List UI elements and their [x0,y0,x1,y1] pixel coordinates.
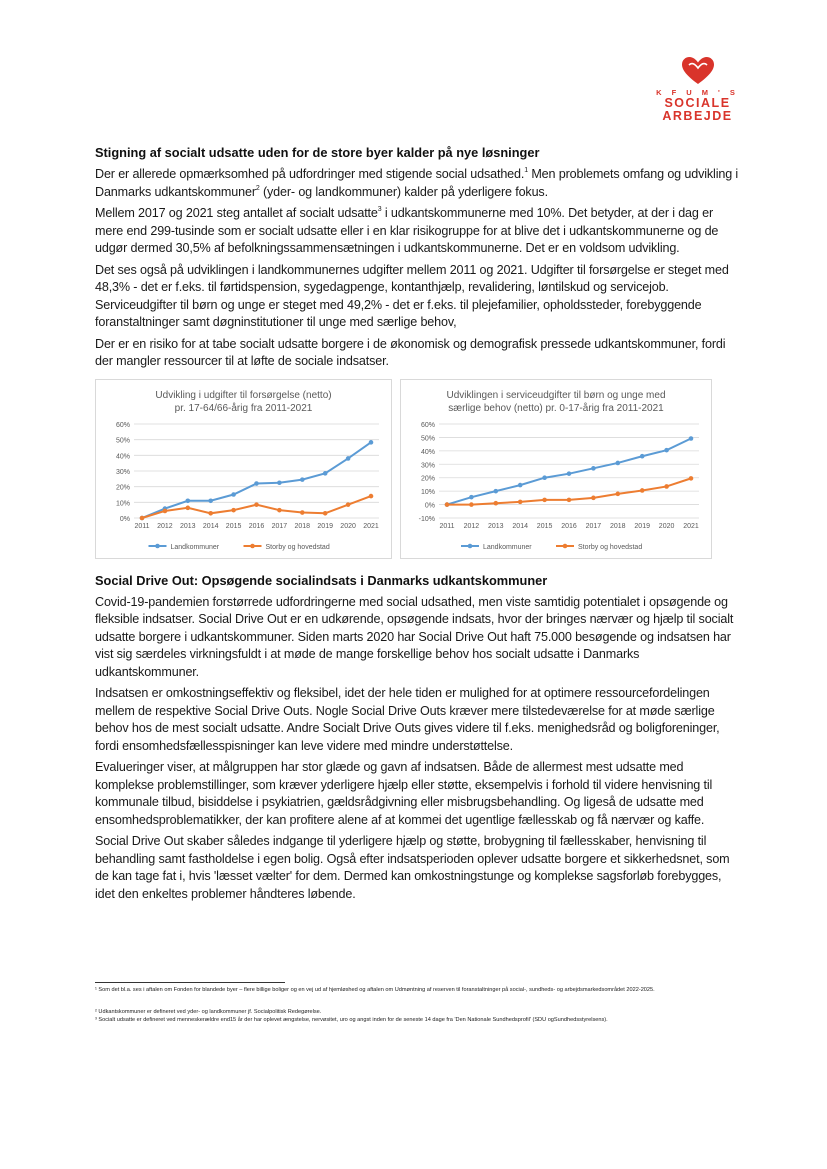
x-tick-label: 2018 [610,522,626,530]
logo-top-text: K F U M ' S [656,88,739,97]
data-point [518,499,523,504]
document-body [95,145,740,907]
y-tick-label: 30% [420,461,435,469]
section1-paragraph-4: Der er en risiko for at tabe socialt udsatte borgere i de økonomisk og demografisk pressede udkantskommuner, fordi der mangler ressourcer til at løfte de sociale indsatser. [95,336,726,368]
section2-heading: Social Drive Out: Opsøgende socialindsats i Danmarks udkantskommuner [95,572,548,588]
footnote-ref-3: 3 [377,206,382,213]
legend-marker [250,543,255,548]
section2-paragraph-4: Social Drive Out skaber således indgange til yderligere hjælp og støtte, brobygning til fællesskaber, henvisning til behandling samt fastholdelse i egen bolig. Også efter indsatsperioden oplever udsatte borgere et sikkerhedsnet, som de kan tage fat i, hvis 'læsset vælter' for dem. Dermed kan omkostningstunge og komplekse sagsforløb forebygges, idet den enkeltes problemer håndteres løbende. [95,834,730,901]
data-point [254,481,259,486]
legend-label: Storby og hovedstad [578,543,643,551]
data-point [323,511,328,516]
data-point [208,498,213,503]
section1-paragraph-3: Det ses også på udviklingen i landkommunernes udgifter mellem 2011 og 2021. Udgifter til forsørgelse er steget med 48,3% - det er f.eks. til førtidspension, sygedagpenge, kontanthjælp, revalidering, løntilskud og servicejob. Serviceudgifter til børn og unge er steget med 49,2% - det er f.eks. til plejefamilier, opholdssteder, forebyggende foranstaltninger samt døgninstitutioner til unge med særlige behov, [95,262,729,329]
y-tick-label: 0% [119,515,130,523]
data-point [254,502,259,507]
legend-marker [563,543,568,548]
section1-paragraph-2: Mellem 2017 og 2021 steg antallet af socialt udsatte$^3$ i udkantskommunerne med 10%. Det betyder, at der i dag er mere end 299-tusinde som er socialt udsatte eller i en klar risikogruppe for at blive det i udkantskommunerne og de udgør dermed 30,5% af befolkningssammensætningen i udkantskommunerne. Det er en voldsom udvikling. [95,206,719,255]
x-tick-label: 2021 [363,522,379,530]
data-point [231,507,236,512]
section2-paragraph-2: Indsatsen er omkostningseffektiv og fleksibel, idet der hele tiden er mulighed for at optimere ressourcefordelingen mellem de respektive Social Drive Outs. Nogle Social Drive Outs kræver mere tilstedeværelse for at møde særlige behov hos de mest socialt udsatte. Andre Socialt Drive Outs gives videre til f.eks. menighedsråd og boligforeninger, fordi ensomhedsfællesspisninger kan leve videre med mindre understøttelse. [95,686,720,753]
legend-marker [155,543,160,548]
x-tick-label: 2020 [340,522,356,530]
section2-paragraph-1: Covid-19-pandemien forstørrede udfordringerne med social udsathed, men viste samtidig potentialet i opsøgende og fleksible indsatser. Social Drive Out er en udkørende, opsøgende indsats, hvor der bringes nærvær og hjælp til socialt udsatte borgere i udkantskommuner. Siden marts 2020 har Social Drive Out haft 75.000 besøgende og indsatsen har vist sig særdeles virkningsfuldt i at møde de mange forskellige behov hos socialt udsatte i Danmarks udkantskommuner. [95,594,734,679]
data-point [616,460,621,465]
data-point [346,502,351,507]
charts-row [95,379,740,559]
data-point [542,475,547,480]
section1-paragraph-1: Der er allerede opmærksomhed på udfordringer med stigende social udsathed.$^1$ Men problemets omfang og udvikling i Danmarks udkantskommuner$^2$ (yder- og landkommuner) kalder på yderligere fokus. [95,167,739,199]
data-point [231,492,236,497]
data-point [277,480,282,485]
data-point [140,515,145,520]
x-tick-label: 2019 [317,522,333,530]
section2-paragraph-3: Evalueringer viser, at målgruppen har stor glæde og gavn af indsatsen. Både de allermest mest udsatte med komplekse problemstillinger, som kræver yderligere hjælp eller støtte, eksempelvis i forhold til videre henvisning til kommunale tilbud, bisiddelse i psykiatrien, gældsrådgivning eller misbrugsbehandling. Og ligeså de udsatte med ensomhedsproblematikker, der kan profitere alene af at kommei det ugentlige fællesskab og få nærvær og kaffe. [95,760,713,827]
data-point [186,498,191,503]
x-tick-label: 2016 [248,522,265,530]
y-tick-label: 40% [420,448,435,456]
footnote-ref-2: 2 [255,184,260,192]
x-tick-label: 2017 [585,522,602,530]
data-point [346,456,351,461]
data-point [469,494,474,499]
footnote-1: ¹ Som det bl.a. ses i aftalen om Fonden for blandede byer – flere billige boliger og en vej ud af hjemløshed og aftalen om Udmøntning af reserven til foranstaltninger på social-, sundheds- og arbejdsmarkedsområdet 2022-2025. [95,987,655,993]
data-point [616,491,621,496]
data-point [300,510,305,515]
x-tick-label: 2020 [658,522,675,530]
legend-label: Landkommuner [170,543,220,551]
y-tick-label: 50% [115,437,130,445]
data-point [208,511,213,516]
x-tick-label: 2013 [488,522,504,530]
y-tick-label: 40% [115,452,130,460]
footnote-divider [95,982,285,983]
footnote-2: ² Udkantskommuner er defineret ved yder- og landkommuner jf. Socialpolitisk Redegørelse. [95,1009,322,1015]
legend-label: Storby og hovedstad [265,543,330,551]
x-tick-label: 2012 [463,522,480,530]
x-tick-label: 2011 [439,522,455,530]
y-tick-label: 60% [115,421,130,429]
data-point [369,493,374,498]
legend-label: Landkommuner [483,543,532,551]
data-point [567,471,572,476]
chart-serviceudgifter [400,379,712,559]
data-point [186,505,191,510]
series-line [142,496,371,518]
data-point [591,466,596,471]
data-point [689,476,694,481]
x-tick-label: 2017 [271,522,288,530]
line-chart [96,380,391,558]
chart-title-line: særlige behov (netto) pr. 0-17-årig fra 2011-2021 [448,402,664,414]
footnote-ref-1: 1 [524,167,528,174]
x-tick-label: 2012 [157,522,173,530]
x-tick-label: 2014 [512,522,528,530]
data-point [518,482,523,487]
chart-title-line: Udvikling i udgifter til forsørgelse (netto) [155,389,332,401]
x-tick-label: 2014 [202,522,219,530]
y-tick-label: 0% [424,502,435,510]
chart-title-line: pr. 17-64/66-årig fra 2011-2021 [174,402,313,414]
line-chart [401,380,711,558]
x-tick-label: 2011 [134,522,150,530]
data-point [323,471,328,476]
chart-title-line: Udviklingen i serviceudgifter til børn og unge med [446,389,666,401]
data-point [664,484,669,489]
data-point [664,447,669,452]
y-tick-label: 10% [420,488,435,496]
data-point [640,453,645,458]
y-tick-label: 20% [420,475,435,483]
x-tick-label: 2015 [536,522,553,530]
x-tick-label: 2016 [561,522,577,530]
y-tick-label: 20% [115,484,130,492]
legend-marker [468,543,473,548]
y-tick-label: 10% [115,499,130,507]
y-tick-label: 60% [420,421,435,429]
y-tick-label: 30% [115,468,130,476]
data-point [494,488,499,493]
data-point [445,502,450,507]
x-tick-label: 2021 [683,522,699,530]
data-point [591,495,596,500]
logo-middle-text: SOCIALE [664,96,731,110]
data-point [689,436,694,441]
data-point [640,488,645,493]
data-point [542,497,547,502]
x-tick-label: 2018 [294,522,311,530]
section1-heading: Stigning af socialt udsatte uden for de store byer kalder på nye løsninger [95,145,540,160]
heart-logo-icon [681,56,715,86]
logo-bottom-text: ARBEJDE [662,109,733,123]
data-point [469,502,474,507]
logo [650,56,745,136]
data-point [494,500,499,505]
x-tick-label: 2013 [180,522,196,530]
x-tick-label: 2019 [634,522,650,530]
data-point [567,497,572,502]
data-point [369,440,374,445]
footnote-3: ³ Socialt udsatte er defineret ved menneskerældre end15 år der har oplevet ængstelse, nervøsitet, uro og angst inden for de seneste 14 dage fra 'Den Nationale Sundhedsprofil' (SDU ogSundhedsstyrelsens). [95,1017,608,1023]
data-point [277,507,282,512]
data-point [300,477,305,482]
y-tick-label: -10% [418,515,435,523]
data-point [163,508,168,513]
x-tick-label: 2015 [225,522,242,530]
chart-forsorgelse [95,379,392,559]
y-tick-label: 50% [420,434,435,442]
